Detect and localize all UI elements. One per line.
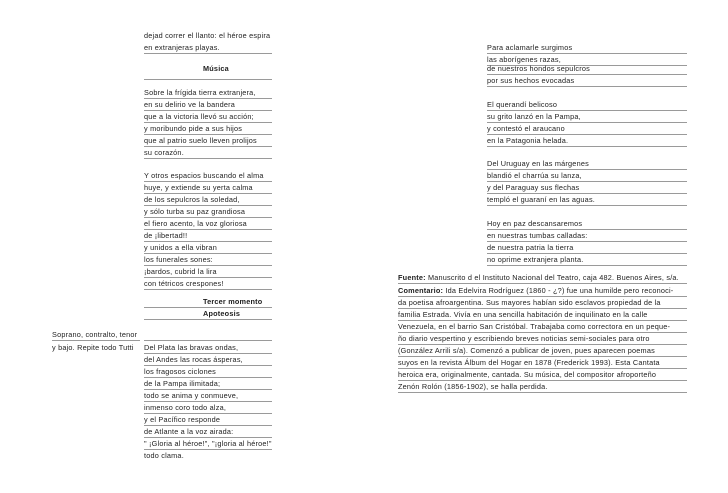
verse-line: blandió el charrúa su lanza, xyxy=(487,171,582,180)
verse-line: los funerales sones: xyxy=(144,255,213,264)
rule xyxy=(144,437,272,438)
rule xyxy=(487,265,687,266)
rule xyxy=(144,265,272,266)
verse-line: y contestó el araucano xyxy=(487,124,565,133)
rule xyxy=(144,193,272,194)
rule xyxy=(144,253,272,254)
rule xyxy=(144,229,272,230)
comentario-line: familia Estrada. Vivía en una sencilla habitación de inquilinato en la calle xyxy=(398,310,648,319)
intro-line-1: dejad correr el llanto: el héroe espira xyxy=(144,31,271,40)
verse-line: todo se anima y conmueve, xyxy=(144,391,239,400)
verse-line: no oprime extranjera planta. xyxy=(487,255,584,264)
verse-line: " ¡Gloria al héroe!", "¡gloria al héroe!" xyxy=(144,439,272,448)
verse-line: El querandí belicoso xyxy=(487,100,558,109)
fuente-text: Manuscrito d el Instituto Nacional del Teatro, caja 482. Buenos Aires, s/a. xyxy=(427,273,679,282)
rule xyxy=(487,146,687,147)
comentario-line: ño diario vespertino y escribiendo breves noticias semi-sociales para otro xyxy=(398,334,650,343)
verse-line: Para aclamarle surgimos xyxy=(487,43,573,52)
verse-line: y el Pacífico responde xyxy=(144,415,221,424)
rule xyxy=(398,356,687,357)
rule xyxy=(144,98,272,99)
verse-line: inmenso coro todo alza, xyxy=(144,403,227,412)
verse-line: en nuestras tumbas calladas: xyxy=(487,231,588,240)
rule xyxy=(144,122,272,123)
verse-line: por sus hechos evocadas xyxy=(487,76,575,85)
rule xyxy=(144,425,272,426)
verse-line: de nuestra patria la tierra xyxy=(487,243,574,252)
verse-line: en su delirio ve la bandera xyxy=(144,100,235,109)
heading-apoteosis: Apoteosis xyxy=(203,309,241,318)
rule xyxy=(398,380,687,381)
verse-line: todo clama. xyxy=(144,451,184,460)
rule xyxy=(398,320,687,321)
rule xyxy=(487,110,687,111)
verse-line: de nuestros hondos sepulcros xyxy=(487,64,590,73)
rule xyxy=(487,134,687,135)
rule xyxy=(144,217,272,218)
verse-line: los fragosos ciclones xyxy=(144,367,216,376)
rule xyxy=(144,79,272,80)
rule xyxy=(144,353,272,354)
rule xyxy=(144,205,272,206)
rule xyxy=(144,53,272,54)
comentario-line: Venezuela, en el barrio San Cristóbal. Trabajaba como correctora en un peque- xyxy=(398,322,671,331)
rule xyxy=(487,193,687,194)
rule xyxy=(144,146,272,147)
verse-line: que al patrio suelo lleven prolijos xyxy=(144,136,257,145)
verse-line: y sólo turba su paz grandiosa xyxy=(144,207,246,216)
rule xyxy=(398,283,687,284)
rule xyxy=(144,340,272,341)
comentario-line: suyos en la revista Álbum del Hogar en 1878 (Frederick 1993). Esta Cantata xyxy=(398,358,660,367)
verse-line: del Andes las rocas ásperas, xyxy=(144,355,243,364)
verse-line: de Atlante a la voz airada: xyxy=(144,427,234,436)
verse-line: y unidos a ella vibran xyxy=(144,243,217,252)
rule xyxy=(487,122,687,123)
verse-line: y del Paraguay sus flechas xyxy=(487,183,580,192)
rule xyxy=(144,389,272,390)
rule xyxy=(144,241,272,242)
verse-line: de la Pampa ilimitada; xyxy=(144,379,221,388)
rule xyxy=(144,307,272,308)
rule xyxy=(144,413,272,414)
rule xyxy=(487,86,687,87)
verse-line: las aborígenes razas, xyxy=(487,55,561,64)
heading-tercer-momento: Tercer momento xyxy=(203,297,263,306)
verse-line: ¡bardos, cubrid la lira xyxy=(144,267,217,276)
rule xyxy=(144,181,272,182)
comentario-line: da poetisa afroargentina. Sus mayores habían sido esclavos propiedad de la xyxy=(398,298,661,307)
verse-line: de ¡libertad!! xyxy=(144,231,188,240)
comentario-line: heroica era, originalmente, cantada. Su música, del compositor afroporteño xyxy=(398,370,657,379)
verse-line: en la Patagonia helada. xyxy=(487,136,569,145)
verse-line: huye, y extiende su yerta calma xyxy=(144,183,253,192)
heading-musica: Música xyxy=(203,64,229,73)
rule xyxy=(52,340,140,341)
comentario-label: Comentario: xyxy=(398,286,444,295)
comentario-line: Zenón Rolón (1856-1902), se halla perdida. xyxy=(398,382,548,391)
side-note-line: y bajo. Repite todo Tutti xyxy=(52,343,134,352)
comentario-line: (González Arrili s/a). Comenzó a publicar de joven, pues aparecen poemas xyxy=(398,346,655,355)
verse-line: y moribundo pide a sus hijos xyxy=(144,124,243,133)
verse-line: de los sepulcros la soledad, xyxy=(144,195,240,204)
verse-line: Del Plata las bravas ondas, xyxy=(144,343,239,352)
rule xyxy=(487,229,687,230)
rule xyxy=(398,392,687,393)
rule xyxy=(144,401,272,402)
verse-line: con tétricos crespones! xyxy=(144,279,224,288)
verse-line: su grito lanzó en la Pampa, xyxy=(487,112,581,121)
comentario-first-line xyxy=(398,286,687,295)
rule xyxy=(144,277,272,278)
rule xyxy=(144,377,272,378)
fuente-label: Fuente: xyxy=(398,273,426,282)
side-note-line: Soprano, contralto, tenor xyxy=(52,330,138,339)
rule xyxy=(144,319,272,320)
rule xyxy=(487,74,687,75)
rule xyxy=(144,158,272,159)
rule xyxy=(487,169,687,170)
rule xyxy=(398,296,687,297)
verse-line: el fiero acento, la voz gloriosa xyxy=(144,219,247,228)
rule xyxy=(144,449,272,450)
verse-line: Y otros espacios buscando el alma xyxy=(144,171,264,180)
verse-line: Sobre la frígida tierra extranjera, xyxy=(144,88,256,97)
rule xyxy=(398,308,687,309)
verse-line: Hoy en paz descansaremos xyxy=(487,219,583,228)
comentario-line: Ida Edelvira Rodríguez (1860 - ¿?) fue una humilde pero reconoci- xyxy=(445,286,674,295)
rule xyxy=(144,365,272,366)
rule xyxy=(398,344,687,345)
rule xyxy=(487,53,687,54)
intro-line-2: en extranjeras playas. xyxy=(144,43,220,52)
verse-line: su corazón. xyxy=(144,148,184,157)
rule xyxy=(487,253,687,254)
verse-line: Del Uruguay en las márgenes xyxy=(487,159,589,168)
verse-line: templó el guaraní en las aguas. xyxy=(487,195,596,204)
rule xyxy=(487,241,687,242)
rule xyxy=(144,289,272,290)
rule xyxy=(487,205,687,206)
rule xyxy=(398,332,687,333)
rule xyxy=(487,181,687,182)
fuente-line xyxy=(398,273,679,282)
rule xyxy=(398,368,687,369)
rule xyxy=(144,134,272,135)
rule xyxy=(144,110,272,111)
verse-line: que a la victoria llevó su acción; xyxy=(144,112,254,121)
